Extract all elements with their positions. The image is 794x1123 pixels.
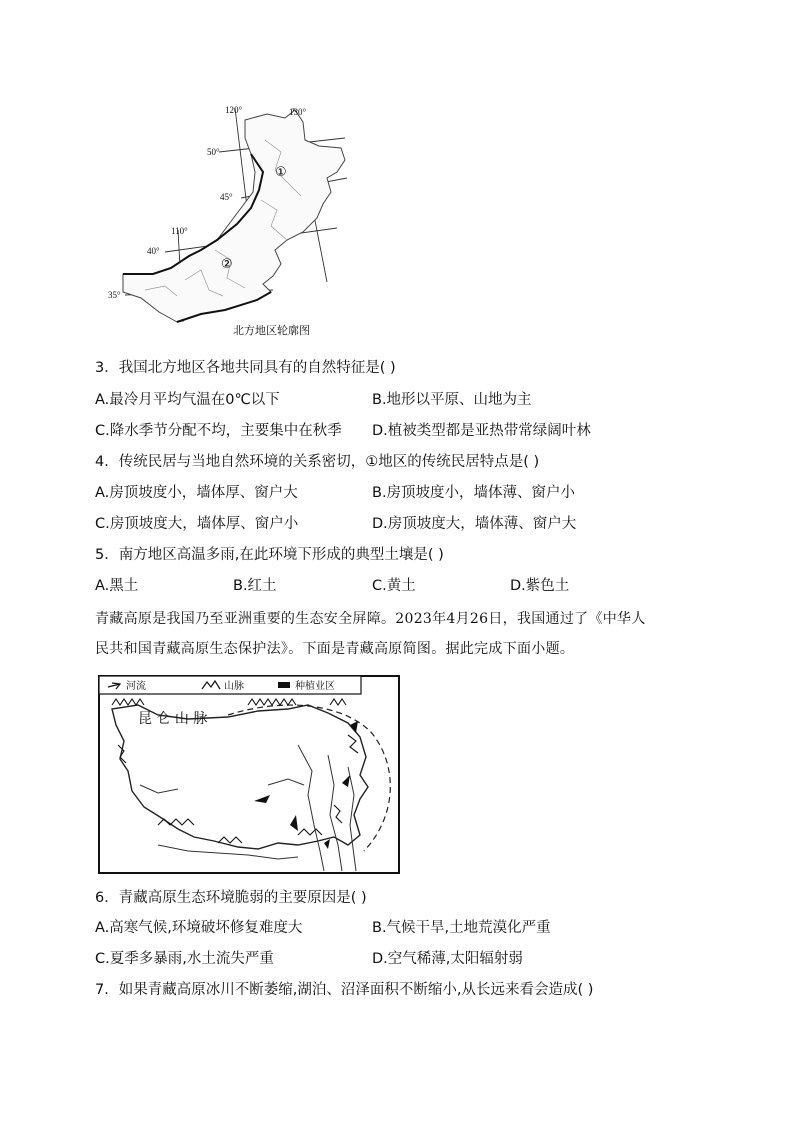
svg-text:120°: 120° <box>225 105 243 115</box>
kunlun-label: 昆 仑 山 脉 <box>138 711 208 727</box>
svg-text:45°: 45° <box>220 192 233 202</box>
question-3-option-a: A.最冷月平均气温在0℃以下 <box>95 392 280 408</box>
svg-text:山脉: 山脉 <box>224 681 244 692</box>
question-3-stem: 3．我国北方地区各地共同具有的自然特征是( ) <box>95 360 396 376</box>
svg-text:130°: 130° <box>289 107 307 117</box>
svg-text:40°: 40° <box>147 246 160 256</box>
question-4-stem: 4．传统民居与当地自然环境的关系密切，①地区的传统民居特点是( ) <box>95 454 540 470</box>
svg-text:种植业区: 种植业区 <box>295 681 335 692</box>
question-5-stem: 5．南方地区高温多雨,在此环境下形成的典型土壤是( ) <box>95 547 444 563</box>
north-region-map <box>105 100 365 325</box>
map-legend <box>99 676 361 694</box>
north-map-caption: 北方地区轮廓图 <box>233 325 310 337</box>
question-3-option-b: B.地形以平原、山地为主 <box>372 392 532 408</box>
question-6-stem: 6．青藏高原生态环境脆弱的主要原因是( ) <box>95 890 367 906</box>
region-2-label: ② <box>221 257 233 272</box>
question-3-option-d: D.植被类型都是亚热带常绿阔叶林 <box>372 423 591 439</box>
question-4-option-a: A.房顶坡度小，墙体厚、窗户大 <box>95 485 298 501</box>
question-5-option-d: D.紫色土 <box>510 578 570 594</box>
question-6-option-b: B.气候干旱,土地荒漠化严重 <box>372 920 551 936</box>
svg-text:河流: 河流 <box>126 681 146 692</box>
question-6-option-c: C.夏季多暴雨,水土流失严重 <box>95 951 274 967</box>
passage-text <box>95 604 705 664</box>
passage-line-1: 青藏高原是我国乃至亚洲重要的生态安全屏障。2023年4月26日，我国通过了《中华人 <box>95 611 646 627</box>
region-1-label: ① <box>275 165 287 180</box>
passage-line-2: 民共和国青藏高原生态保护法》。下面是青藏高原简图。据此完成下面小题。 <box>95 641 575 657</box>
question-5-option-b: B.红土 <box>233 578 277 594</box>
question-4-option-b: B.房顶坡度小，墙体薄、窗户小 <box>372 485 576 501</box>
svg-text:110°: 110° <box>171 226 188 236</box>
svg-text:35°: 35° <box>108 290 121 300</box>
question-5-option-a: A.黑土 <box>95 578 139 594</box>
tibet-plateau-map <box>98 675 400 875</box>
question-3-option-c: C.降水季节分配不均，主要集中在秋季 <box>95 423 342 439</box>
question-5-option-c: C.黄土 <box>372 578 416 594</box>
question-6-option-a: A.高寒气候,环境破坏修复难度大 <box>95 920 303 936</box>
farmland-legend-icon <box>278 682 290 688</box>
question-4-option-c: C.房顶坡度大，墙体厚、窗户小 <box>95 516 299 532</box>
question-6-option-d: D.空气稀薄,太阳辐射弱 <box>372 951 523 967</box>
question-7-stem: 7．如果青藏高原冰川不断萎缩,湖泊、沼泽面积不断缩小,从长远来看会造成( ) <box>95 982 594 998</box>
svg-text:50°: 50° <box>207 147 220 157</box>
question-4-option-d: D.房顶坡度大，墙体薄、窗户大 <box>372 516 577 532</box>
